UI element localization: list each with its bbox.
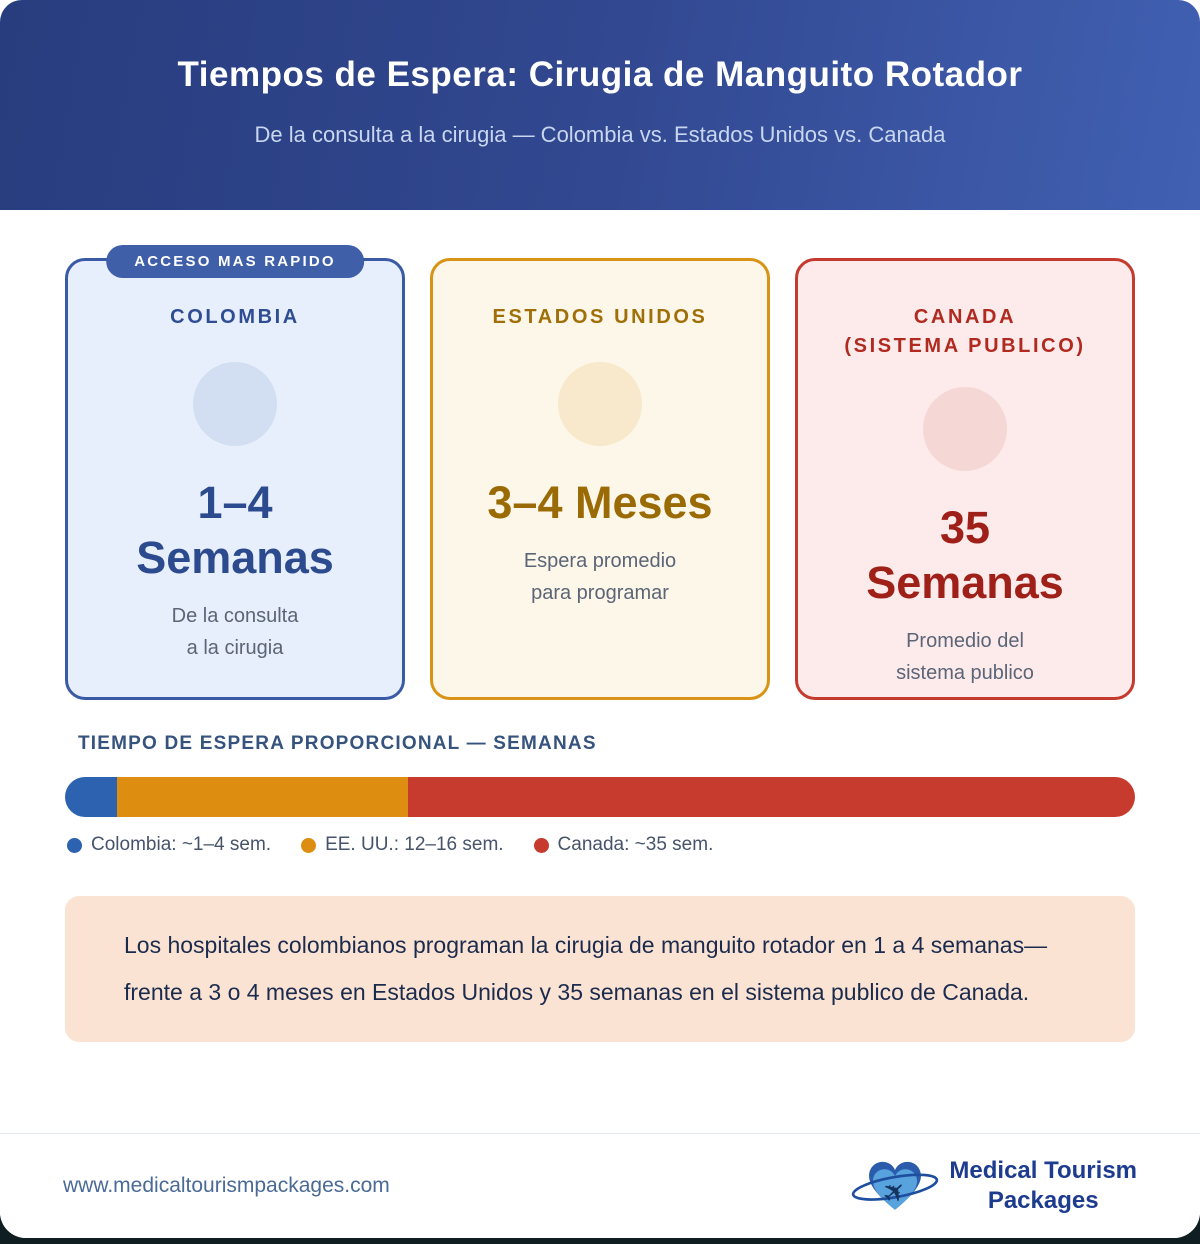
bar-segment-eeuu: [117, 777, 408, 817]
desc-line: a la cirugia: [186, 637, 284, 660]
page-subtitle: De la consulta a la cirugia — Colombia vs. Estados Unidos vs. Canada: [254, 122, 946, 147]
value-line: Semanas: [866, 556, 1064, 608]
desc-line: Promedio del: [906, 629, 1024, 652]
card-usa-value: [433, 476, 767, 531]
legend-label: Colombia: ~1–4 sem.: [91, 834, 272, 855]
usa-circle-icon: [558, 362, 642, 446]
card-colombia-value: [68, 476, 402, 586]
brand-line: Medical Tourism: [949, 1157, 1137, 1184]
card-canada: [795, 258, 1135, 700]
card-colombia-title: [68, 303, 402, 332]
wait-time-chart: [65, 733, 1135, 856]
fastest-access-badge: ACCESO MAS RAPIDO: [106, 245, 364, 278]
colombia-circle-icon: [193, 362, 277, 446]
value-line: 35: [939, 502, 991, 553]
card-colombia-desc: [68, 600, 402, 665]
card-title-line: CANADA: [913, 306, 1017, 328]
summary-note: [65, 896, 1135, 1042]
desc-line: sistema publico: [896, 662, 1034, 685]
desc-line: para programar: [531, 582, 669, 605]
card-canada-title: [798, 303, 1132, 361]
header: [0, 0, 1200, 210]
brand-name: [949, 1156, 1137, 1216]
summary-note-text: Los hospitales colombianos programan la cirugia de manguito rotador en 1 a 4 semanas—frente a 3 o 4 meses en Estados Unidos y 35 semanas en el sistema publico de Canada.: [124, 932, 1048, 1005]
card-usa-desc: [433, 545, 767, 610]
website-url[interactable]: www.medicaltourismpackages.com: [63, 1174, 390, 1197]
page-title: Tiempos de Espera: Cirugia de Manguito Rotador: [177, 55, 1023, 94]
chart-title: TIEMPO DE ESPERA PROPORCIONAL — SEMANAS: [78, 733, 597, 754]
stacked-bar: [65, 777, 1135, 817]
svg-text:✈: ✈: [875, 1171, 916, 1213]
heart-plane-logo-icon: [849, 1146, 941, 1226]
card-estados-unidos: [430, 258, 770, 700]
legend-item: [534, 834, 714, 856]
desc-line: De la consulta: [171, 604, 299, 627]
bar-segment-colombia: [65, 777, 117, 817]
card-usa-title: [433, 303, 767, 332]
card-title-line: (SISTEMA PUBLICO): [844, 335, 1086, 357]
legend-dot-icon: [301, 838, 316, 853]
card-colombia: [65, 253, 405, 700]
brand-line: Packages: [987, 1187, 1099, 1214]
legend-dot-icon: [67, 838, 82, 853]
legend-item: [67, 834, 271, 856]
legend-label: EE. UU.: 12–16 sem.: [325, 834, 504, 855]
card-title-line: ESTADOS UNIDOS: [492, 306, 708, 328]
desc-line: Espera promedio: [523, 549, 677, 572]
bar-segment-canada: [408, 777, 1135, 817]
footer: [0, 1133, 1200, 1238]
card-title-line: COLOMBIA: [170, 306, 300, 328]
canada-circle-icon: [923, 387, 1007, 471]
country-cards: [65, 253, 1135, 700]
legend-item: [301, 834, 503, 856]
card-canada-desc: [798, 625, 1132, 690]
brand-logo: [849, 1146, 1137, 1226]
legend-dot-icon: [534, 838, 549, 853]
value-line: Semanas: [136, 531, 334, 583]
value-line: 1–4: [197, 477, 273, 528]
legend-label: Canada: ~35 sem.: [557, 834, 714, 855]
chart-legend: [65, 834, 1135, 856]
value-line: 3–4 Meses: [487, 477, 713, 528]
card-canada-value: [798, 501, 1132, 611]
